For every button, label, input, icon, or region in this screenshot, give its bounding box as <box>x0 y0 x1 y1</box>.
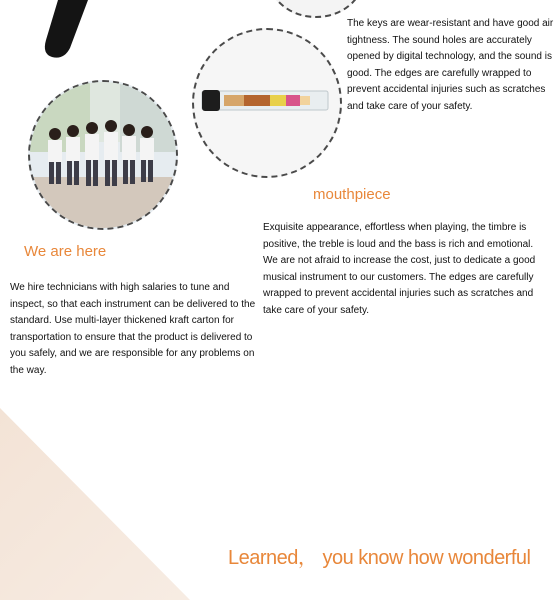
we-are-here-heading: We are here <box>24 243 107 260</box>
mouthpiece-heading: mouthpiece <box>313 186 391 203</box>
tagline: Learned， you know how wonderful <box>228 547 531 569</box>
mouthpiece-description: Exquisite appearance, effortless when playing, the timbre is positive, the treble is loud and the bass is rich and emotional. We are not afraid to increase the cost, just to dedicate a good musical instrument to our customers. The edges are carefully wrapped to prevent accidental injuries such as scratches and take care of your safety. <box>263 222 536 316</box>
we-are-here-description: We hire technicians with high salaries to tune and inspect, so that each instrument can be delivered to the standard. Use multi-layer thickened kraft carton for transportation to ensure that the product is delivered to you safely, and we are responsible for any problems on the way. <box>10 282 256 376</box>
mouthpiece-image <box>192 28 342 178</box>
instrument-body-image <box>30 0 100 62</box>
team-photo-image <box>28 80 178 230</box>
keys-description: The keys are wear-resistant and have good air tightness. The sound holes are accurately opened by digital technology, and the sound is good. The edges are carefully wrapped to prevent accidental injuries such as scratches and take care of your safety. <box>347 18 554 112</box>
beige-background-shape <box>0 408 557 600</box>
